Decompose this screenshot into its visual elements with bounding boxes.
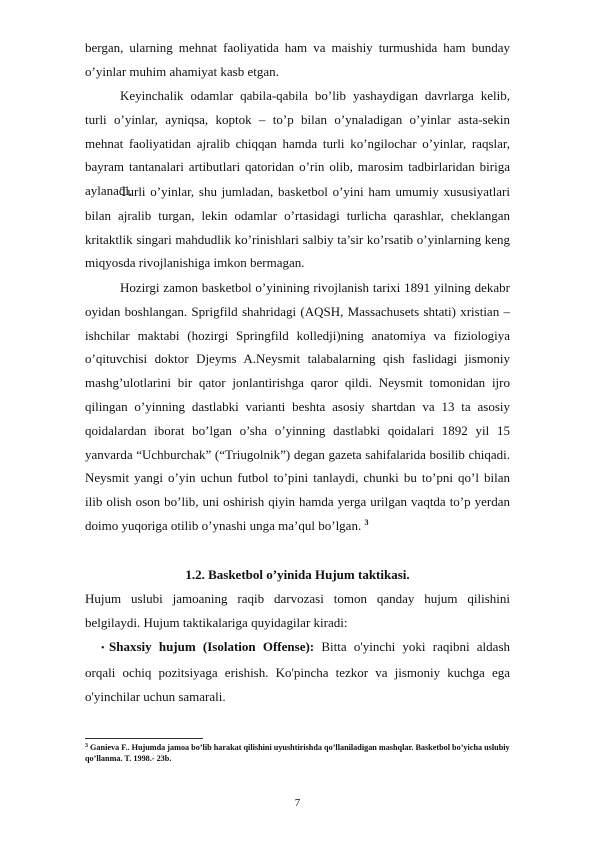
paragraph-tribal-era: Keyinchalik odamlar qabila-qabila bo’lib yashaydigan davrlarga kelib, turli o’yinlar, ayniqsa, koptok – to’p bilan o’ynaladigan o’yinlar asta-sekin mehnat faoliyatidan ajralib chiqqan hamda turli ko’ngilochar o’yinlar, raqslar, bayram tantanalari artibutlari qatoridan o’rin olib, marosim tadbirlaridan biriga aylanadi. — [85, 88, 510, 199]
paragraph-history-text: Hozirgi zamon basketbol o’yinining rivojlanish tarixi 1891 yilning dekabr oyidan boshlangan. Sprigfild shahridagi (AQSH, Massachusets shtati) xristian – ishchilar maktabi (hozirgi Springfild kolledji)ning anatomiya va fiziologiya o’qituvchisi doktor Djeyms A.Neysmit talabalarning qish faslidagi jismoniy mashg’ulotlarini bir qator jonlantirishga qaror qildi. Neysmit tomonidan ijro qilingan o’yinning dastlabki varianti beshta asosiy shartdan va 13 ta asosiy qoidalardan iborat bo’lgan o’sha o’yinning dastlabki qoidalari 1892 yil 15 yanvarda “Uchburchak” (“Triugolnik”) degan gazeta sahifalarida bosilib chiqadi. Neysmit yangi o’yin uchun futbol to’pini tanlaydi, chunki bu to’pni qo’l bilan ilib olish oson bo’lib, uni oshirish qiyin hamda yerga urilgan vaqtda to’p yerdan doimo yuqoriga otilib o’ynashi unga ma’qul bo’lgan. — [85, 280, 510, 533]
paragraph-continuation: bergan, ularning mehnat faoliyatida ham va maishiy turmushida ham bunday o’yinlar muhim ahamiyat kasb etgan. — [85, 40, 510, 79]
bullet-list-item — [85, 635, 510, 708]
footnote-text: Ganieva F.. Hujumda jamoa bo’lib harakat qilishini uyushtirishda qo’llaniladigan mashqlar. Basketbol bo’yicha uslubiy qo’llanma. T. 1998.- 23b. — [85, 743, 510, 763]
bullet-term: Shaxsiy hujum (Isolation Offense): — [109, 639, 315, 654]
paragraph-intro — [85, 587, 510, 635]
paragraph-game-features: Turli o’yinlar, shu jumladan, basketbol o’yini ham umumiy xususiyatlari bilan ajralib turgan, lekin odamlar o’rtasidagi turlicha qarashlar, cheklangan kritaktlik singari mahdudlik ko’rinishlari salbiy ta’sir ko’rsatib o’yinlarning keng miqyosda rivojlanishiga imkon bermagan. — [85, 184, 510, 271]
paragraph-intro-text: Hujum uslubi jamoaning raqib darvozasi tomon qanday hujum qilishini belgilaydi. Hujum taktikalariga quyidagilar kiradi: — [85, 591, 510, 630]
paragraph-history — [85, 276, 510, 538]
footnote-number: 3 — [85, 743, 88, 749]
section-heading: 1.2. Basketbol o’yinida Hujum taktikasi. — [185, 567, 410, 582]
page-number: 7 — [294, 797, 301, 809]
footnote-reference: 3 — [364, 517, 369, 527]
bullet-text: Bitta o'yinchi yoki raqibni aldash orqali ochiq pozitsiyaga erishish. Ko'pincha tezkor va jismoniy kuchga ega o'yinchilar uchun samarali. — [85, 639, 511, 704]
footnote-divider — [85, 738, 203, 739]
bullet-marker: • — [101, 643, 105, 654]
footnote — [85, 742, 525, 764]
